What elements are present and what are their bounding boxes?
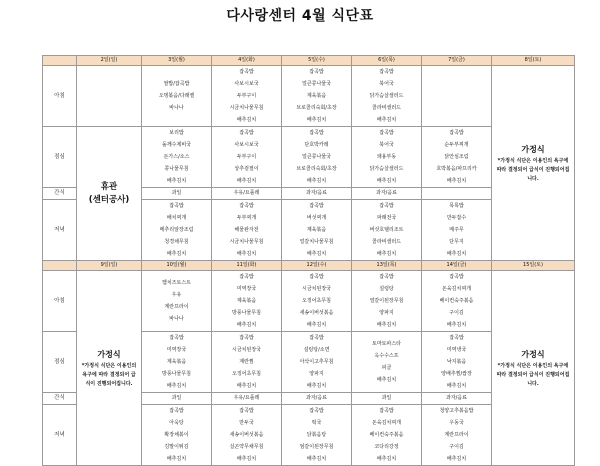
corner-cell <box>43 261 77 271</box>
empty-cell <box>422 66 492 127</box>
menu-cell <box>422 332 492 393</box>
menu-item: 방풍나물무침 <box>232 310 261 316</box>
menu-item: 쌀밥/잡곡밥 <box>163 81 190 87</box>
menu-item: 시금치나물무침 <box>229 239 264 245</box>
menu-item: 시금치된장국 <box>232 347 261 353</box>
menu-item: 배추김치 <box>306 322 327 328</box>
menu-cell <box>352 271 422 332</box>
menu-item: 배추김치 <box>376 251 397 257</box>
meal-label: 간식 <box>43 188 77 200</box>
menu-cell <box>212 127 282 188</box>
menu-item: 토마토파스타 <box>372 341 401 347</box>
closed-notice <box>77 127 142 261</box>
menu-item: 배추김치 <box>166 383 187 389</box>
menu-item: 콩나물무침 <box>164 166 189 172</box>
snack-cell: 우유/요플레 <box>212 188 282 200</box>
menu-item: 잡곡밥 <box>379 203 394 209</box>
menu-cell <box>422 200 492 261</box>
menu-cell <box>282 271 352 332</box>
menu-item: 닭볶음탕 <box>306 432 327 438</box>
menu-item: 새송이버섯볶음 <box>229 432 264 438</box>
menu-item: 얼큰콩나물국 <box>302 81 331 87</box>
menu-item: 김말이튀김 <box>164 444 189 450</box>
menu-item: 미역장국 <box>166 347 187 353</box>
snack-cell: 과일 <box>142 393 212 405</box>
menu-item: 시금치된장국 <box>302 286 331 292</box>
menu-item: 베이컨숙주볶음 <box>369 432 404 438</box>
menu-item: 배추김치 <box>236 251 257 257</box>
weekend-note <box>492 66 575 261</box>
menu-item: 잡곡밥 <box>379 274 394 280</box>
empty-cell <box>77 66 142 127</box>
menu-item: 배추김치 <box>306 456 327 462</box>
menu-cell <box>282 200 352 261</box>
menu-item: 잡곡밥 <box>379 408 394 414</box>
menu-item: 확장채볶이 <box>164 432 189 438</box>
menu-item: 엄갈이된장무침 <box>299 444 334 450</box>
menu-item: 얼갈치나물무침 <box>299 239 334 245</box>
menu-item: 배추김치 <box>236 456 257 462</box>
menu-item: 피클 <box>381 365 392 371</box>
menu-item: 배추김치 <box>446 251 467 257</box>
menu-item: 배추김치 <box>236 117 257 123</box>
menu-item: 방풍나물무침 <box>162 371 191 377</box>
menu-item: 메추리알장조림 <box>159 227 194 233</box>
menu-item: 돈육김치찌개 <box>442 286 471 292</box>
menu-item: 설렁탕 <box>379 286 394 292</box>
menu-item: 배추김치 <box>376 322 397 328</box>
menu-cell <box>212 405 282 466</box>
note-text: *가정식 식단은 이용인의 욕구에 따라 결정되어 급식이 진행되어집니다. <box>496 362 570 387</box>
menu-item: 계육볶음 <box>166 359 187 365</box>
menu-item: 배추김치 <box>306 383 327 389</box>
menu-item: 목록밥 <box>449 203 464 209</box>
menu-item: 아욱탕 <box>169 420 184 426</box>
menu-item: 잡곡밥 <box>379 69 394 75</box>
menu-item: 호박볶음/파프리카 <box>436 166 477 172</box>
menu-item: 잡곡밥 <box>309 408 324 414</box>
menu-item: 단호박카레 <box>304 142 329 148</box>
menu-item: 잡곡밥 <box>449 335 464 341</box>
menu-item: 잡곡밥 <box>379 130 394 136</box>
menu-item: 배추김치 <box>166 178 187 184</box>
date-header: 14일(금) <box>422 261 492 271</box>
menu-item: 상추겉절이 <box>234 166 259 172</box>
menu-item: 아삭이고추무침 <box>299 359 334 365</box>
closed-title: 휴관 <box>100 181 118 192</box>
date-header: 9일(일) <box>77 261 142 271</box>
menu-table <box>42 55 575 466</box>
corner-cell <box>43 56 77 66</box>
menu-item: 잡곡밥 <box>309 335 324 341</box>
menu-item: 배추김치 <box>306 178 327 184</box>
menu-item: 잡곡밥 <box>239 203 254 209</box>
menu-item: 북어국 <box>379 142 394 148</box>
menu-item: 바나나 <box>169 105 184 111</box>
menu-item: 열갈이된장무침 <box>369 298 404 304</box>
empty-cell <box>422 188 492 200</box>
menu-item: 두부찌개 <box>236 215 257 221</box>
menu-item: 잡곡밥 <box>449 274 464 280</box>
menu-item: 오징어초무침 <box>232 371 261 377</box>
snack-cell: 과자/음료 <box>352 188 422 200</box>
menu-item: 메주무 <box>449 227 464 233</box>
menu-item: 버섯찌개 <box>306 215 327 221</box>
menu-item: 배추김치 <box>376 178 397 184</box>
menu-item: 잡곡밥 <box>449 130 464 136</box>
menu-item: 배추김치 <box>446 178 467 184</box>
menu-item: 청경채무침 <box>164 239 189 245</box>
menu-item: 잡곡밥 <box>239 130 254 136</box>
menu-item: 배추김치 <box>236 322 257 328</box>
menu-item: 잡곡밥 <box>169 203 184 209</box>
menu-item: 배추김치 <box>236 383 257 389</box>
menu-item: 낙지볶음 <box>446 359 467 365</box>
meal-label: 저녁 <box>43 405 77 466</box>
menu-item: 계란프라이 <box>164 304 189 310</box>
snack-cell: 과일 <box>142 188 212 200</box>
menu-item: 우유 <box>171 292 182 298</box>
snack-cell: 과자/음료 <box>422 393 492 405</box>
menu-item: 잡곡밥 <box>239 274 254 280</box>
date-header: 4일(화) <box>212 56 282 66</box>
menu-item: 버섯호텔리조트 <box>369 227 404 233</box>
menu-item: 양파지 <box>379 310 394 316</box>
note-text: *가정식 식단은 이용인의 욕구에 따라 결정되어 급식이 진행되어집니다. <box>496 157 570 182</box>
menu-cell <box>142 200 212 261</box>
menu-item: 베이컨숙주볶음 <box>439 298 474 304</box>
menu-item: 코다리강정 <box>374 444 399 450</box>
menu-item: 순두부찌개 <box>444 142 469 148</box>
menu-item: 청양고추볶음밥 <box>439 408 474 414</box>
menu-item: 잡곡밥 <box>239 408 254 414</box>
snack-cell: 과자/음료 <box>282 393 352 405</box>
snack-cell: 우유/요플레 <box>212 393 282 405</box>
note-title: 가정식 <box>521 144 545 154</box>
menu-item: 배추김치 <box>306 251 327 257</box>
meal-label: 점심 <box>43 332 77 393</box>
meal-label: 저녁 <box>43 200 77 261</box>
menu-item: 잡곡밥 <box>309 130 324 136</box>
menu-item: 단무지 <box>449 239 464 245</box>
menu-item: 떡국 <box>311 420 322 426</box>
menu-item: 돌깨수제비국 <box>162 142 191 148</box>
note-text: *가정식 식단은 이용인의 욕구에 따라 결정되어 급식이 진행되어집니다. <box>81 362 137 387</box>
note-title: 가정식 <box>97 349 121 359</box>
menu-item: 시금치나물무침 <box>229 105 264 111</box>
menu-item: 계육볶음 <box>306 227 327 233</box>
menu-item: 오징어초무침 <box>302 298 331 304</box>
menu-cell <box>212 271 282 332</box>
menu-item: 계란찜 <box>239 359 254 365</box>
weekend-note <box>77 271 142 466</box>
menu-item: 실곤약무채무침 <box>229 444 264 450</box>
menu-item: 구이김 <box>449 444 464 450</box>
menu-item: 바나나 <box>169 316 184 322</box>
menu-item: 콜라비샐러드 <box>372 239 401 245</box>
date-header: 2일(일) <box>77 56 142 66</box>
date-header: 8일(토) <box>492 56 575 66</box>
menu-cell <box>282 332 352 393</box>
menu-item: 잡곡밥 <box>239 335 254 341</box>
menu-item: 배치찌개 <box>166 215 187 221</box>
menu-cell <box>422 271 492 332</box>
menu-item: 브로콜리숙회/초장 <box>296 166 337 172</box>
menu-cell <box>352 332 422 393</box>
menu-item: 돈가스/소스 <box>163 154 190 160</box>
menu-item: 파래전국 <box>376 215 397 221</box>
menu-item: 사보시보국 <box>234 142 259 148</box>
menu-item: 새송이버섯볶음 <box>299 310 334 316</box>
menu-item: 닭가슴살샐러드 <box>369 93 404 99</box>
menu-item: 잡곡밥 <box>309 274 324 280</box>
menu-item: 미역냉국 <box>446 347 467 353</box>
weekend-note <box>492 271 575 466</box>
menu-cell <box>422 127 492 188</box>
menu-cell <box>212 200 282 261</box>
date-header: 11일(화) <box>212 261 282 271</box>
meal-label: 아침 <box>43 271 77 332</box>
menu-item: 돈육김치찌개 <box>372 420 401 426</box>
menu-cell <box>352 200 422 261</box>
menu-item: 잡곡밥 <box>169 335 184 341</box>
menu-item: 구이김 <box>449 310 464 316</box>
menu-cell <box>422 405 492 466</box>
meal-label: 아침 <box>43 66 77 127</box>
menu-item: 배추김치 <box>376 456 397 462</box>
menu-item: 잡곡밥 <box>309 203 324 209</box>
menu-item: 햄치즈토스트 <box>162 280 191 286</box>
menu-item: 배추김치 <box>376 377 397 383</box>
menu-cell <box>352 127 422 188</box>
menu-cell <box>142 127 212 188</box>
meal-label: 점심 <box>43 127 77 188</box>
closed-subtitle: (센터공사) <box>88 194 130 205</box>
menu-item: 옥수수스프 <box>374 353 399 359</box>
menu-item: 닭안심조림 <box>444 154 469 160</box>
menu-item: 브로콜리숙회/초장 <box>296 105 337 111</box>
menu-item: 배추김치 <box>236 178 257 184</box>
menu-item: 오뎅볶음/다래젤 <box>158 93 195 99</box>
date-header: 6일(목) <box>352 56 422 66</box>
menu-item: 만두잡수 <box>446 215 467 221</box>
menu-item: 계육볶음 <box>236 298 257 304</box>
menu-cell <box>142 271 212 332</box>
menu-item: 배추김치 <box>166 456 187 462</box>
date-header: 3일(월) <box>142 56 212 66</box>
menu-item: 얼큰콩나물국 <box>302 154 331 160</box>
date-header: 7일(금) <box>422 56 492 66</box>
menu-item: 북어국 <box>379 81 394 87</box>
menu-cell <box>212 66 282 127</box>
menu-item: 두부구이 <box>236 154 257 160</box>
menu-item: 해물완자전 <box>234 227 259 233</box>
menu-item: 계육볶음 <box>306 93 327 99</box>
menu-item: 미역장국 <box>236 286 257 292</box>
snack-cell: 과자/음료 <box>282 188 352 200</box>
date-header: 12일(수) <box>282 261 352 271</box>
menu-cell <box>142 405 212 466</box>
menu-cell <box>282 66 352 127</box>
menu-item: 두부구이 <box>236 93 257 99</box>
page-title: 다사랑센터 4월 식단표 <box>226 8 374 24</box>
menu-item: 잡곡밥 <box>309 69 324 75</box>
menu-item: 잡곡밥 <box>239 69 254 75</box>
menu-cell <box>142 332 212 393</box>
menu-item: 잡곡밥 <box>169 408 184 414</box>
note-title: 가정식 <box>521 349 545 359</box>
menu-cell <box>352 66 422 127</box>
menu-item: 닭가슴살샐러드 <box>369 166 404 172</box>
menu-item: 우동국 <box>449 420 464 426</box>
menu-item: 계란프라이 <box>444 432 469 438</box>
menu-item: 돼용부동 <box>376 154 397 160</box>
menu-item: 설렁탕/소면 <box>303 347 330 353</box>
menu-cell <box>282 405 352 466</box>
menu-item: 배추김치 <box>166 251 187 257</box>
menu-item: 콜라비샐러드 <box>372 105 401 111</box>
date-header: 13일(목) <box>352 261 422 271</box>
meal-label: 간식 <box>43 393 77 405</box>
menu-item: 보리밥 <box>169 130 184 136</box>
date-header: 15일(토) <box>492 261 575 271</box>
menu-item: 배추김치 <box>376 117 397 123</box>
menu-item: 사보시보국 <box>234 81 259 87</box>
date-header: 5일(수) <box>282 56 352 66</box>
date-header: 10일(월) <box>142 261 212 271</box>
menu-item: 배추김치 <box>446 322 467 328</box>
menu-item: 배추김치 <box>446 383 467 389</box>
menu-item: 양파지 <box>309 371 324 377</box>
menu-cell <box>142 66 212 127</box>
menu-item: 만두국 <box>239 420 254 426</box>
menu-item: 배추김치 <box>306 117 327 123</box>
menu-cell <box>352 405 422 466</box>
snack-cell: 과일 <box>352 393 422 405</box>
menu-cell <box>212 332 282 393</box>
menu-item: 양배추찜/쌈장 <box>441 371 472 377</box>
menu-cell <box>282 127 352 188</box>
menu-item: 배추김치 <box>446 456 467 462</box>
